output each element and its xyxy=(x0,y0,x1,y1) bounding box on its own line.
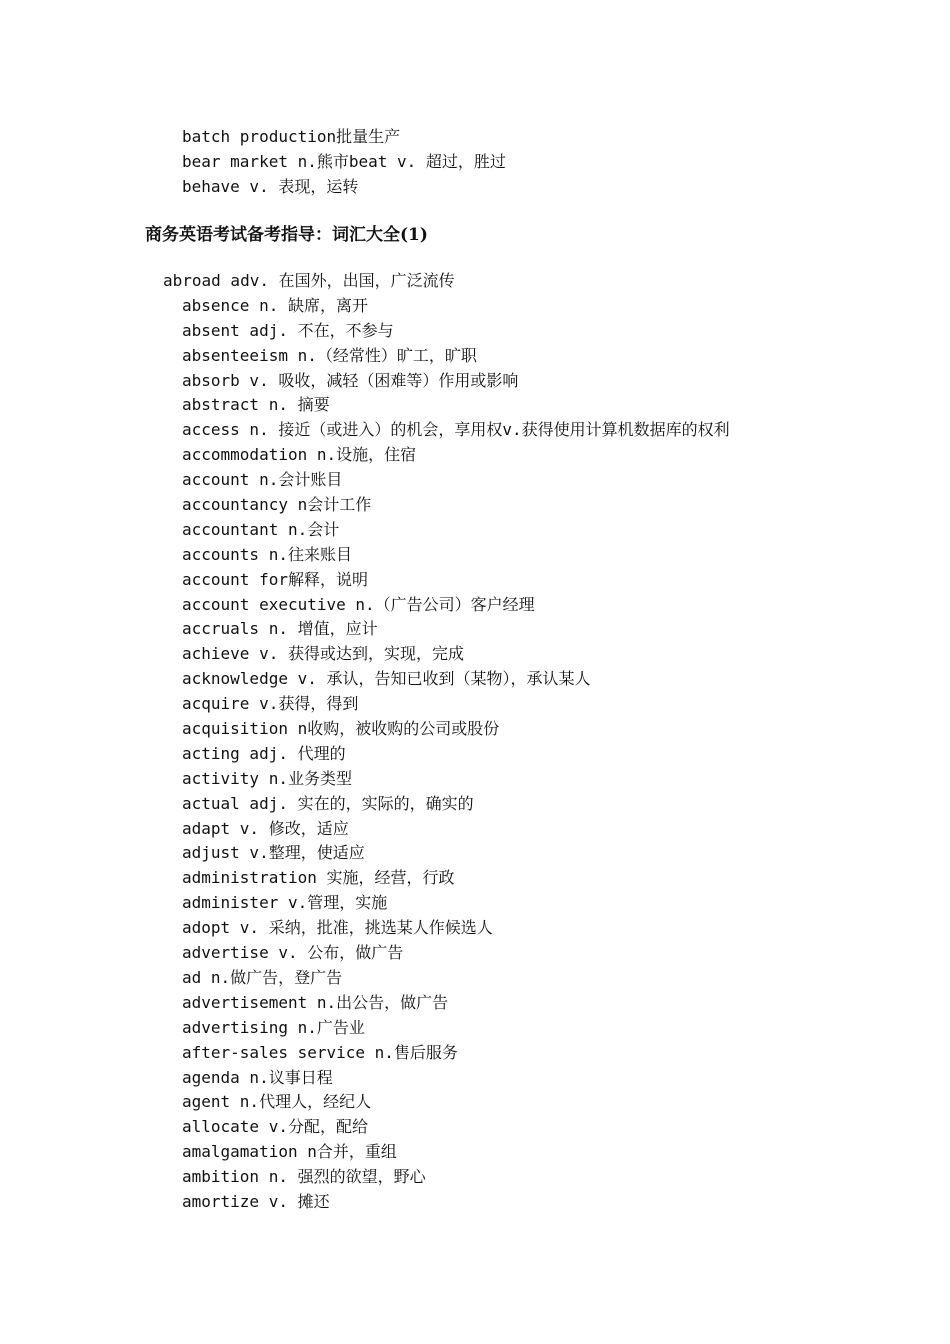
vocab-line: abstract n. 摘要 xyxy=(182,395,330,415)
vocab-line: absenteeism n.（经常性）旷工，旷职 xyxy=(182,345,477,365)
vocab-line: adjust v.整理，使适应 xyxy=(182,843,365,863)
vocab-line: account executive n.（广告公司）客户经理 xyxy=(182,594,535,614)
vocab-line: behave v. 表现，运转 xyxy=(182,176,359,196)
vocab-line: ad n.做广告，登广告 xyxy=(182,967,343,987)
vocab-line: after-sales service n.售后服务 xyxy=(182,1042,458,1062)
vocab-line: ambition n. 强烈的欲望，野心 xyxy=(182,1167,426,1187)
vocab-line: agent n.代理人，经纪人 xyxy=(182,1092,372,1112)
vocab-line: accountancy n会计工作 xyxy=(182,495,372,515)
vocab-line: accruals n. 增值，应计 xyxy=(182,619,378,639)
vocab-line: absent adj. 不在，不参与 xyxy=(182,320,394,340)
vocab-line: achieve v. 获得或达到，实现，完成 xyxy=(182,644,464,664)
vocab-line: account n.会计账目 xyxy=(182,470,343,490)
vocab-line: acquisition n收购，被收购的公司或股份 xyxy=(182,719,500,739)
section-title: 商务英语考试备考指导：词汇大全(1) xyxy=(145,225,428,245)
vocab-line: amalgamation n合并，重组 xyxy=(182,1142,397,1162)
top-vocab-list xyxy=(0,125,950,200)
vocab-line: advertise v. 公布，做广告 xyxy=(182,943,404,963)
vocab-list xyxy=(0,269,950,1215)
vocab-line: accountant n.会计 xyxy=(182,519,340,539)
vocab-line: accounts n.往来账目 xyxy=(182,544,352,564)
vocab-line: administer v.管理，实施 xyxy=(182,893,388,913)
vocab-line: access n. 接近（或进入）的机会，享用权v.获得使用计算机数据库的权利 xyxy=(182,420,730,440)
vocab-line: absence n. 缺席，离开 xyxy=(182,295,368,315)
vocab-line: amortize v. 摊还 xyxy=(182,1191,330,1211)
vocab-line: activity n.业务类型 xyxy=(182,768,352,788)
vocab-line: absorb v. 吸收，减轻（困难等）作用或影响 xyxy=(182,370,519,390)
vocab-line: adapt v. 修改，适应 xyxy=(182,818,349,838)
vocab-line: acting adj. 代理的 xyxy=(182,743,346,763)
vocab-line: account for解释，说明 xyxy=(182,569,368,589)
vocab-line: administration 实施，经营，行政 xyxy=(182,868,455,888)
vocab-line: accommodation n.设施，住宿 xyxy=(182,445,417,465)
vocab-line: acquire v.获得，得到 xyxy=(182,694,359,714)
vocab-line: adopt v. 采纳，批准，挑选某人作候选人 xyxy=(182,918,493,938)
vocab-line: actual adj. 实在的，实际的，确实的 xyxy=(182,793,474,813)
vocab-line: batch production批量生产 xyxy=(182,127,401,146)
vocab-line: advertisement n.出公告，做广告 xyxy=(182,992,449,1012)
vocab-line: bear market n.熊市beat v. 超过，胜过 xyxy=(182,151,506,171)
vocab-line: acknowledge v. 承认，告知已收到（某物），承认某人 xyxy=(182,669,591,689)
vocab-line: advertising n.广告业 xyxy=(182,1017,365,1037)
vocab-line: allocate v.分配，配给 xyxy=(182,1117,368,1137)
vocab-line: agenda n.议事日程 xyxy=(182,1067,333,1087)
vocab-line: abroad adv. 在国外，出国，广泛流传 xyxy=(163,271,455,290)
